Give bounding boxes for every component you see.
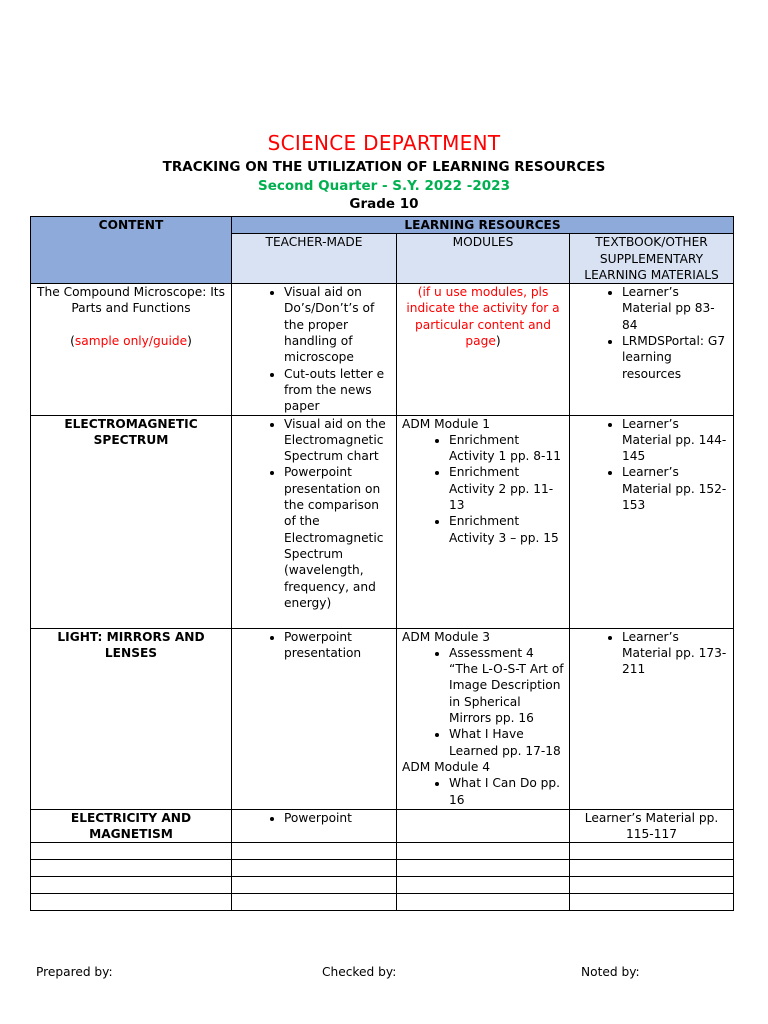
list-item: • Visual aid on Do’s/Don’t’s of the proper handling of microscope bbox=[284, 284, 391, 365]
list-item: • Enrichment Activity 1 pp. 8-11 bbox=[449, 432, 564, 465]
content-cell bbox=[31, 284, 232, 415]
list-item: • Learner’s Material pp. 144-145 bbox=[622, 416, 728, 465]
header-content: CONTENT bbox=[31, 217, 232, 284]
header-teacher-made: TEACHER-MADE bbox=[232, 234, 397, 284]
teacher-made-cell bbox=[232, 284, 397, 415]
textbook-cell: Learner’s Material pp. 115-117 bbox=[570, 809, 734, 843]
list-item: • Enrichment Activity 3 – pp. 15 bbox=[449, 513, 564, 546]
table-row bbox=[31, 628, 734, 809]
list-item: • Visual aid on the Electromagnetic Spectrum chart bbox=[284, 416, 391, 465]
header-modules: MODULES bbox=[397, 234, 570, 284]
module-heading: ADM Module 4 bbox=[402, 759, 491, 774]
empty-row bbox=[31, 860, 734, 877]
modules-cell bbox=[397, 415, 570, 628]
list-item: • Enrichment Activity 2 pp. 11-13 bbox=[449, 464, 564, 513]
empty-row bbox=[31, 877, 734, 894]
list-item: • Learner’s Material pp. 152-153 bbox=[622, 464, 728, 513]
header-learning-resources: LEARNING RESOURCES bbox=[232, 217, 734, 234]
list-item: • Learner’s Material pp 83-84 bbox=[622, 284, 728, 333]
list-item: • What I Can Do pp. 16 bbox=[449, 775, 564, 808]
table-row bbox=[31, 415, 734, 628]
list-item: • Cut-outs letter e from the news paper bbox=[284, 366, 391, 415]
textbook-cell bbox=[570, 284, 734, 415]
modules-instruction: (if u use modules, pls indicate the activity for a particular content and page bbox=[406, 285, 560, 349]
module-heading: ADM Module 3 bbox=[402, 629, 491, 644]
grade-label: Grade 10 bbox=[349, 196, 419, 212]
content-cell: ELECTROMAGNETIC SPECTRUM bbox=[31, 415, 232, 628]
table-row bbox=[31, 284, 734, 415]
list-item: • Powerpoint bbox=[284, 810, 391, 826]
content-cell: ELECTRICITY AND MAGNETISM bbox=[31, 809, 232, 843]
empty-row bbox=[31, 843, 734, 860]
content-note: (sample only/guide) bbox=[70, 333, 192, 348]
list-item: • Learner’s Material pp. 173-211 bbox=[622, 629, 728, 678]
textbook-cell bbox=[570, 415, 734, 628]
teacher-made-cell bbox=[232, 628, 397, 809]
prepared-by-label: Prepared by: bbox=[36, 965, 113, 979]
table-row bbox=[31, 809, 734, 843]
list-item: • Assessment 4 “The L-O-S-T Art of Image Description in Spherical Mirrors pp. 16 bbox=[449, 645, 564, 726]
document-subtitle: TRACKING ON THE UTILIZATION OF LEARNING RESOURCES bbox=[162, 159, 606, 175]
teacher-made-cell bbox=[232, 809, 397, 843]
empty-row bbox=[31, 894, 734, 911]
list-item: • Powerpoint presentation on the comparison of the Electromagnetic Spectrum (wavelength, frequency, and energy) bbox=[284, 464, 391, 611]
content-cell: LIGHT: MIRRORS AND LENSES bbox=[31, 628, 232, 809]
quarter-label: Second Quarter - S.Y. 2022 -2023 bbox=[258, 178, 510, 194]
noted-by-label: Noted by: bbox=[581, 965, 640, 979]
header-textbook: TEXTBOOK/OTHER SUPPLEMENTARY LEARNING MATERIALS bbox=[570, 234, 734, 284]
textbook-cell bbox=[570, 628, 734, 809]
modules-cell bbox=[397, 628, 570, 809]
teacher-made-cell bbox=[232, 415, 397, 628]
modules-cell bbox=[397, 809, 570, 843]
checked-by-label: Checked by: bbox=[322, 965, 397, 979]
modules-cell: (if u use modules, pls indicate the activity for a particular content and page) bbox=[397, 284, 570, 415]
learning-resources-table bbox=[30, 216, 734, 911]
content-title: The Compound Microscope: Its Parts and Functions bbox=[37, 285, 225, 316]
department-title: SCIENCE DEPARTMENT bbox=[267, 131, 501, 155]
module-heading: ADM Module 1 bbox=[402, 416, 491, 431]
list-item: • Powerpoint presentation bbox=[284, 629, 391, 662]
list-item: • LRMDSPortal: G7 learning resources bbox=[622, 333, 728, 382]
list-item: • What I Have Learned pp. 17-18 bbox=[449, 726, 564, 759]
